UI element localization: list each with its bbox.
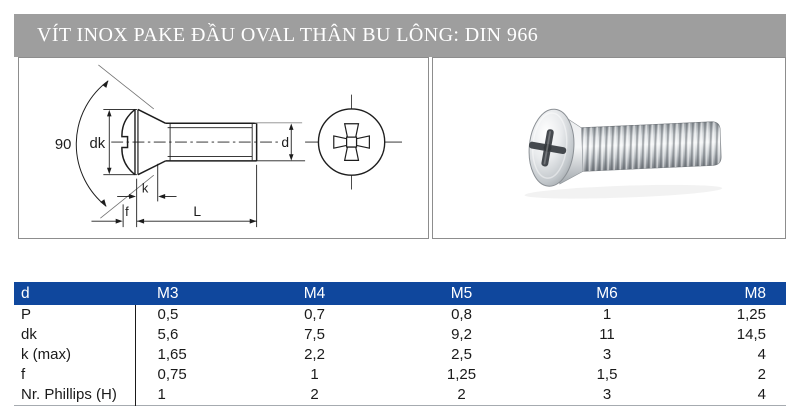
- cell: 1,5: [596, 366, 618, 383]
- arrowhead: [137, 219, 144, 224]
- head-cone-bottom: [138, 161, 166, 175]
- arrowhead: [158, 194, 165, 199]
- table-row: [14, 345, 786, 365]
- phillips-wing-bottom: [345, 147, 359, 160]
- cell: 2: [457, 386, 466, 403]
- screw-photo-group: [521, 101, 722, 201]
- dimension-table: [14, 282, 786, 406]
- cell: 2: [310, 386, 319, 403]
- phillips-center-square: [347, 137, 357, 147]
- table-row: [14, 365, 786, 385]
- phillips-wing-left: [334, 136, 347, 148]
- row-label: Nr. Phillips (H): [21, 386, 117, 403]
- header-d: d: [14, 282, 135, 305]
- arrowhead: [129, 194, 136, 199]
- table-row: [14, 305, 786, 325]
- page-title: VÍT INOX PAKE ĐẦU OVAL THÂN BU LÔNG: DIN 966: [37, 24, 539, 46]
- table-row: [14, 325, 786, 345]
- row-label: P: [21, 306, 32, 323]
- cell: 1,25: [446, 366, 477, 383]
- cell: 3: [602, 386, 612, 403]
- phillips-wing-top: [345, 124, 359, 137]
- row-label: dk: [21, 326, 37, 343]
- angle-tangent-top: [98, 65, 153, 109]
- table-row: [14, 385, 786, 406]
- cell: 2,2: [304, 346, 325, 363]
- arrowhead: [250, 219, 257, 224]
- cell: 0,7: [304, 306, 325, 323]
- header-m6: M6: [534, 282, 680, 305]
- cell: 1: [310, 366, 319, 383]
- cell: 14,5: [736, 326, 766, 343]
- cell: 7,5: [304, 326, 325, 343]
- cell: 9,2: [451, 326, 472, 343]
- row-label: f: [21, 366, 26, 383]
- screw-threads: [576, 122, 722, 172]
- arrowhead: [102, 79, 110, 88]
- technical-drawing-panel: [18, 57, 429, 239]
- row-label: k (max): [21, 346, 71, 363]
- arrowhead: [289, 154, 294, 160]
- cell: 0,75: [135, 365, 240, 385]
- cell: 5,6: [135, 325, 240, 345]
- dk-label: dk: [89, 136, 106, 152]
- k-label: k: [141, 180, 149, 196]
- arrowhead: [100, 199, 108, 208]
- title-bar: [14, 14, 786, 57]
- l-label: L: [193, 203, 202, 220]
- cell: 2: [757, 366, 766, 383]
- head-cone-top: [138, 109, 166, 123]
- table-header-row: [14, 282, 786, 305]
- cell: 1: [135, 385, 240, 406]
- cell: 4: [757, 346, 766, 363]
- cell: 4: [757, 386, 766, 403]
- cell: 3: [602, 346, 612, 363]
- arrowhead: [107, 168, 112, 174]
- screw-technical-drawing: [19, 58, 428, 238]
- header-m8: M8: [680, 282, 786, 305]
- cell: 0,8: [451, 306, 472, 323]
- angle-label: 90: [54, 136, 72, 153]
- cell: 0,5: [135, 305, 240, 325]
- arrowhead: [116, 219, 123, 224]
- header-m5: M5: [389, 282, 534, 305]
- cell: 1: [602, 306, 612, 323]
- screw-photo: [433, 58, 785, 238]
- arrowhead: [289, 123, 294, 129]
- arrowhead: [107, 110, 112, 116]
- product-photo-panel: [432, 57, 786, 239]
- header-m3: M3: [135, 282, 240, 305]
- phillips-wing-right: [357, 136, 370, 148]
- f-label: f: [125, 204, 129, 220]
- cell: 1,65: [135, 345, 240, 365]
- cell: 1,25: [736, 306, 766, 323]
- header-m4: M4: [240, 282, 389, 305]
- d-label: d: [281, 134, 290, 151]
- cell: 2,5: [451, 346, 472, 363]
- cell: 11: [599, 326, 615, 343]
